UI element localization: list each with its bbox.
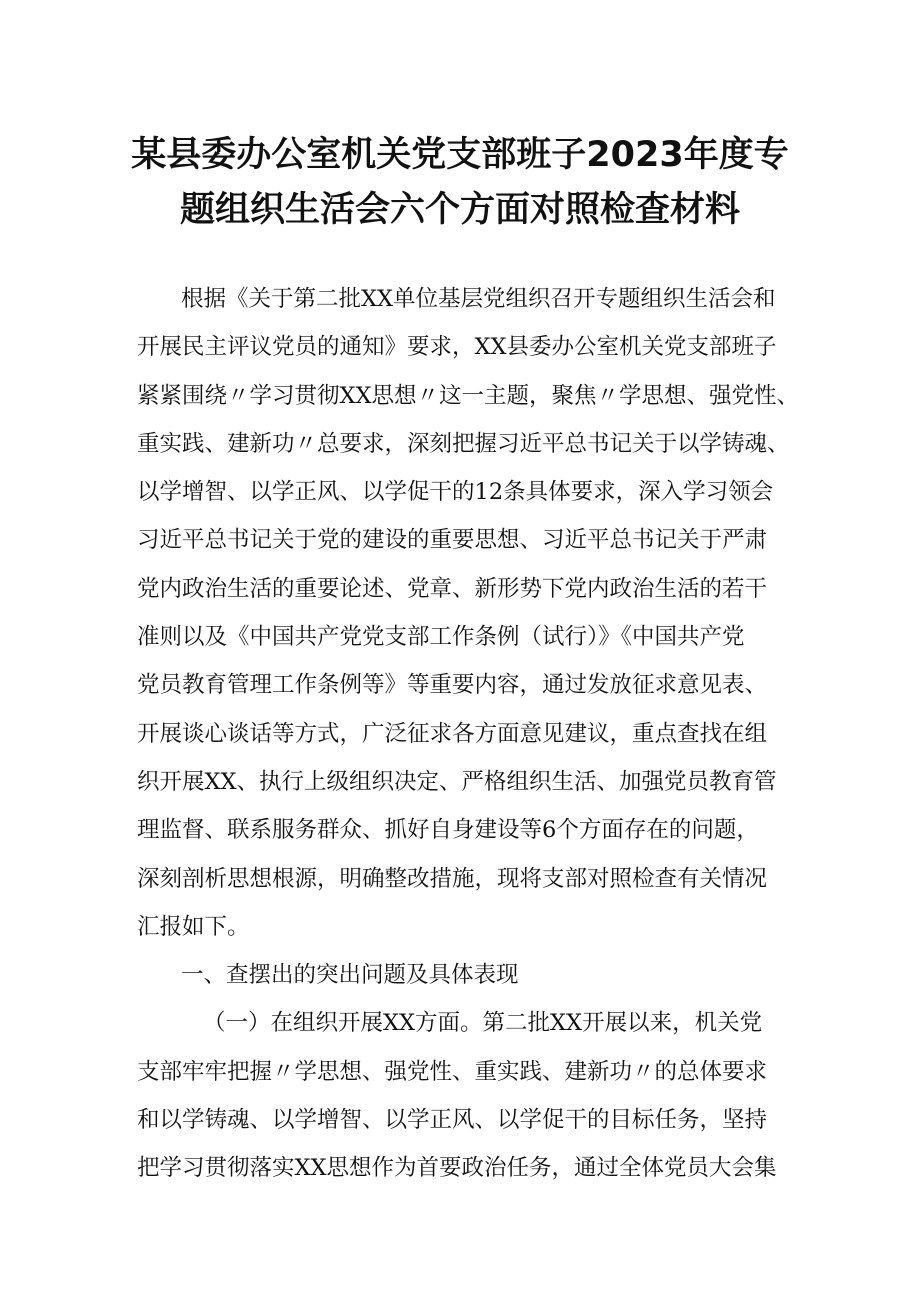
paragraph-line: 党员教育管理工作条例等》等重要内容，通过发放征求意见表、 xyxy=(137,672,768,699)
paragraph-line: 准则以及《中国共产党党支部工作条例（试行）》《中国共产党 xyxy=(137,624,745,651)
paragraph-line: 开展民主评议党员的通知》要求，XX县委办公室机关党支部班子 xyxy=(137,334,777,361)
document-title-line-1: 某县委办公室机关党支部班子2023年度专 xyxy=(131,135,789,175)
paragraph-line: 把学习贯彻落实XX思想作为首要政治任务，通过全体党员大会集 xyxy=(137,1155,777,1182)
paragraph-line: 党内政治生活的重要论述、党章、新形势下党内政治生活的若干 xyxy=(137,575,768,602)
paragraph-line: 重实践、建新功〃总要求，深刻把握习近平总书记关于以学铸魂、 xyxy=(137,430,790,457)
paragraph-line: 支部牢牢把握〃学思想、强党性、重实践、建新功〃的总体要求 xyxy=(137,1058,768,1085)
paragraph-intro xyxy=(137,275,800,951)
paragraph-line: 习近平总书记关于党的建设的重要思想、习近平总书记关于严肃 xyxy=(137,527,768,554)
paragraph-line: 紧紧围绕〃学习贯彻XX思想〃这一主题，聚焦〃学思想、强党性、 xyxy=(137,382,800,409)
paragraph-subsection-1 xyxy=(137,999,797,1192)
paragraph-line: 开展谈心谈话等方式，广泛征求各方面意见建议，重点查找在组 xyxy=(137,720,768,747)
paragraph-line: 以学增智、以学正风、以学促干的12条具体要求，深入学习领会 xyxy=(137,479,774,506)
paragraph-line: 汇报如下。 xyxy=(137,913,250,940)
document-body xyxy=(137,275,800,1193)
document-title-line-2: 题组织生活会六个方面对照检查材料 xyxy=(179,190,740,230)
section-heading-text: 一、查摆出的突出问题及具体表现 xyxy=(181,962,519,989)
paragraph-line: 深刻剖析思想根源，明确整改措施，现将支部对照检查有关情况 xyxy=(137,865,768,892)
section-heading xyxy=(137,951,797,999)
paragraph-line: 和以学铸魂、以学增智、以学正风、以学促干的目标任务，坚持 xyxy=(137,1107,768,1134)
paragraph-line: 根据《关于第二批XX单位基层党组织召开专题组织生活会和 xyxy=(181,286,776,312)
paragraph-line: 织开展XX、执行上级组织决定、严格组织生活、加强党员教育管 xyxy=(137,768,777,795)
paragraph-line: 理监督、联系服务群众、抓好自身建设等6个方面存在的问题， xyxy=(137,817,759,844)
paragraph-line: （一）在组织开展XX方面。第二批XX开展以来，机关党 xyxy=(203,1010,763,1037)
